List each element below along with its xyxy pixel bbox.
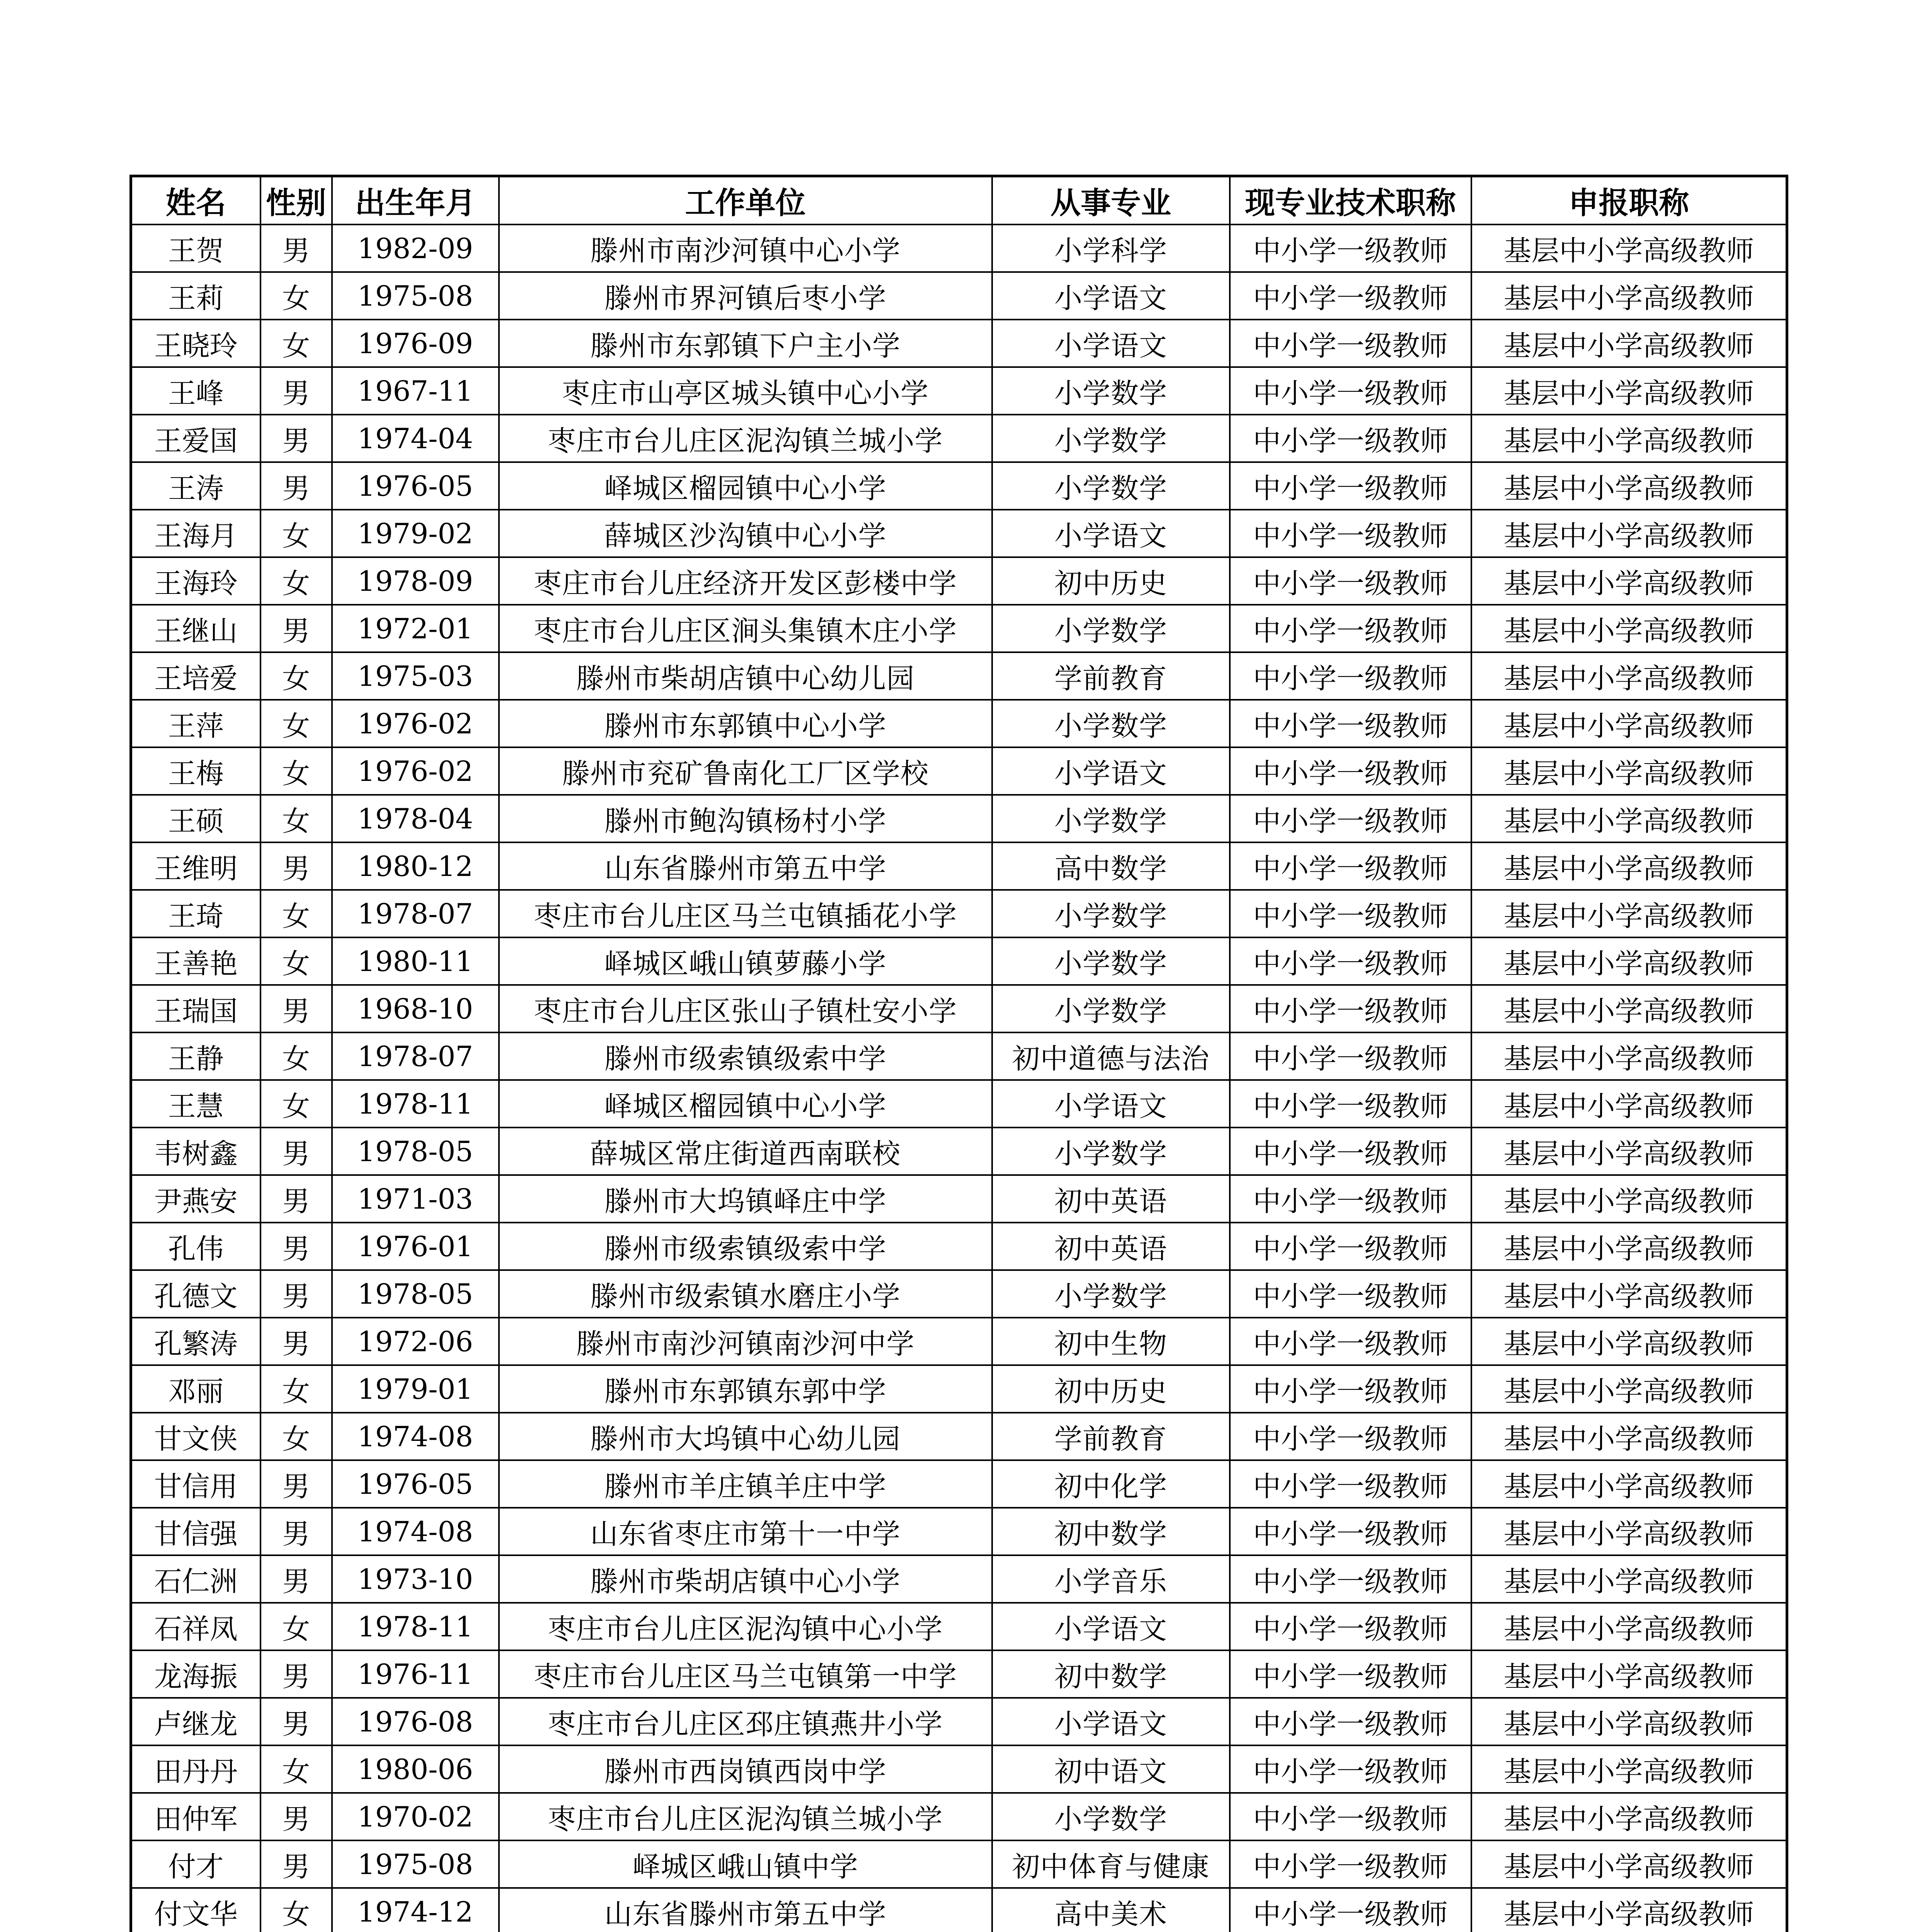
cell-birth: 1967-11 — [332, 367, 499, 415]
table-row — [131, 1080, 1787, 1128]
table-row — [131, 462, 1787, 510]
cell-applied-title: 基层中小学高级教师 — [1471, 1603, 1787, 1650]
cell-gender: 男 — [260, 1460, 332, 1508]
cell-gender: 女 — [260, 510, 332, 557]
cell-birth: 1976-02 — [332, 747, 499, 795]
cell-major: 初中历史 — [992, 557, 1230, 605]
cell-current-title: 中小学一级教师 — [1230, 1128, 1471, 1175]
cell-major: 小学数学 — [992, 700, 1230, 747]
cell-birth: 1968-10 — [332, 985, 499, 1032]
cell-applied-title: 基层中小学高级教师 — [1471, 1413, 1787, 1460]
cell-birth: 1970-02 — [332, 1793, 499, 1840]
cell-current-title: 中小学一级教师 — [1230, 1888, 1471, 1932]
table-row — [131, 890, 1787, 937]
cell-name: 尹燕安 — [131, 1175, 260, 1223]
cell-gender: 男 — [260, 1223, 332, 1270]
cell-unit: 滕州市西岗镇西岗中学 — [499, 1745, 992, 1793]
cell-birth: 1975-08 — [332, 1840, 499, 1888]
cell-major: 初中历史 — [992, 1365, 1230, 1413]
cell-current-title: 中小学一级教师 — [1230, 747, 1471, 795]
cell-major: 初中道德与法治 — [992, 1032, 1230, 1080]
cell-birth: 1976-05 — [332, 462, 499, 510]
cell-major: 小学数学 — [992, 462, 1230, 510]
cell-major: 小学数学 — [992, 1793, 1230, 1840]
cell-applied-title: 基层中小学高级教师 — [1471, 700, 1787, 747]
cell-unit: 峄城区峨山镇萝藤小学 — [499, 937, 992, 985]
cell-gender: 女 — [260, 272, 332, 320]
cell-applied-title: 基层中小学高级教师 — [1471, 510, 1787, 557]
table-row — [131, 1745, 1787, 1793]
cell-name: 王萍 — [131, 700, 260, 747]
cell-applied-title: 基层中小学高级教师 — [1471, 320, 1787, 367]
cell-unit: 枣庄市台儿庄区泥沟镇兰城小学 — [499, 1793, 992, 1840]
cell-gender: 女 — [260, 1032, 332, 1080]
table-row — [131, 320, 1787, 367]
column-header-birth: 出生年月 — [332, 176, 499, 225]
cell-unit: 枣庄市台儿庄区泥沟镇中心小学 — [499, 1603, 992, 1650]
cell-major: 小学语文 — [992, 320, 1230, 367]
cell-unit: 枣庄市台儿庄经济开发区彭楼中学 — [499, 557, 992, 605]
cell-name: 王贺 — [131, 224, 260, 272]
cell-gender: 女 — [260, 1080, 332, 1128]
cell-unit: 滕州市柴胡店镇中心幼儿园 — [499, 652, 992, 700]
cell-gender: 女 — [260, 747, 332, 795]
cell-applied-title: 基层中小学高级教师 — [1471, 462, 1787, 510]
cell-gender: 男 — [260, 367, 332, 415]
cell-applied-title: 基层中小学高级教师 — [1471, 415, 1787, 462]
cell-gender: 男 — [260, 1128, 332, 1175]
table-row — [131, 747, 1787, 795]
cell-gender: 男 — [260, 224, 332, 272]
table-row — [131, 1365, 1787, 1413]
cell-applied-title: 基层中小学高级教师 — [1471, 605, 1787, 652]
cell-unit: 山东省滕州市第五中学 — [499, 842, 992, 890]
cell-applied-title: 基层中小学高级教师 — [1471, 1318, 1787, 1365]
cell-unit: 滕州市大坞镇中心幼儿园 — [499, 1413, 992, 1460]
cell-gender: 男 — [260, 1508, 332, 1555]
cell-current-title: 中小学一级教师 — [1230, 224, 1471, 272]
cell-unit: 滕州市东郭镇下户主小学 — [499, 320, 992, 367]
cell-birth: 1976-11 — [332, 1650, 499, 1698]
cell-applied-title: 基层中小学高级教师 — [1471, 890, 1787, 937]
cell-gender: 女 — [260, 1888, 332, 1932]
cell-gender: 女 — [260, 890, 332, 937]
cell-name: 王维明 — [131, 842, 260, 890]
cell-applied-title: 基层中小学高级教师 — [1471, 1508, 1787, 1555]
cell-name: 王继山 — [131, 605, 260, 652]
table-row — [131, 557, 1787, 605]
cell-unit: 滕州市兖矿鲁南化工厂区学校 — [499, 747, 992, 795]
table-row — [131, 415, 1787, 462]
cell-birth: 1972-01 — [332, 605, 499, 652]
cell-birth: 1976-08 — [332, 1698, 499, 1745]
cell-unit: 滕州市级索镇级索中学 — [499, 1032, 992, 1080]
table-row — [131, 700, 1787, 747]
cell-current-title: 中小学一级教师 — [1230, 415, 1471, 462]
cell-birth: 1978-07 — [332, 890, 499, 937]
table-row — [131, 1508, 1787, 1555]
column-header-gender: 性别 — [260, 176, 332, 225]
header-row — [131, 176, 1787, 225]
cell-current-title: 中小学一级教师 — [1230, 700, 1471, 747]
cell-applied-title: 基层中小学高级教师 — [1471, 1128, 1787, 1175]
cell-major: 小学语文 — [992, 1698, 1230, 1745]
cell-unit: 滕州市大坞镇峄庄中学 — [499, 1175, 992, 1223]
cell-applied-title: 基层中小学高级教师 — [1471, 224, 1787, 272]
cell-unit: 滕州市南沙河镇南沙河中学 — [499, 1318, 992, 1365]
cell-name: 田仲军 — [131, 1793, 260, 1840]
cell-current-title: 中小学一级教师 — [1230, 1555, 1471, 1603]
cell-current-title: 中小学一级教师 — [1230, 1793, 1471, 1840]
cell-name: 付才 — [131, 1840, 260, 1888]
cell-name: 王海月 — [131, 510, 260, 557]
cell-gender: 男 — [260, 605, 332, 652]
cell-current-title: 中小学一级教师 — [1230, 510, 1471, 557]
table-row — [131, 985, 1787, 1032]
cell-major: 小学数学 — [992, 1128, 1230, 1175]
cell-gender: 男 — [260, 1698, 332, 1745]
cell-major: 小学数学 — [992, 937, 1230, 985]
column-header-current-title: 现专业技术职称 — [1230, 176, 1471, 225]
cell-name: 卢继龙 — [131, 1698, 260, 1745]
cell-current-title: 中小学一级教师 — [1230, 842, 1471, 890]
table-row — [131, 1270, 1787, 1318]
cell-major: 学前教育 — [992, 652, 1230, 700]
cell-unit: 山东省滕州市第五中学 — [499, 1888, 992, 1932]
cell-name: 王善艳 — [131, 937, 260, 985]
cell-gender: 男 — [260, 1270, 332, 1318]
cell-major: 小学数学 — [992, 890, 1230, 937]
cell-current-title: 中小学一级教师 — [1230, 937, 1471, 985]
cell-gender: 男 — [260, 1793, 332, 1840]
cell-unit: 薛城区沙沟镇中心小学 — [499, 510, 992, 557]
cell-major: 小学语文 — [992, 1603, 1230, 1650]
cell-applied-title: 基层中小学高级教师 — [1471, 985, 1787, 1032]
cell-current-title: 中小学一级教师 — [1230, 985, 1471, 1032]
cell-birth: 1980-06 — [332, 1745, 499, 1793]
cell-unit: 枣庄市台儿庄区涧头集镇木庄小学 — [499, 605, 992, 652]
table-row — [131, 605, 1787, 652]
cell-major: 小学科学 — [992, 224, 1230, 272]
cell-gender: 男 — [260, 842, 332, 890]
table-row — [131, 1175, 1787, 1223]
cell-current-title: 中小学一级教师 — [1230, 1270, 1471, 1318]
cell-name: 孔伟 — [131, 1223, 260, 1270]
cell-gender: 女 — [260, 1745, 332, 1793]
cell-major: 高中数学 — [992, 842, 1230, 890]
cell-current-title: 中小学一级教师 — [1230, 557, 1471, 605]
cell-current-title: 中小学一级教师 — [1230, 367, 1471, 415]
table-row — [131, 1460, 1787, 1508]
cell-name: 王梅 — [131, 747, 260, 795]
cell-major: 小学数学 — [992, 985, 1230, 1032]
cell-unit: 峄城区峨山镇中学 — [499, 1840, 992, 1888]
cell-current-title: 中小学一级教师 — [1230, 1460, 1471, 1508]
cell-name: 王硕 — [131, 795, 260, 842]
cell-name: 邓丽 — [131, 1365, 260, 1413]
cell-birth: 1975-08 — [332, 272, 499, 320]
table-row — [131, 224, 1787, 272]
cell-name: 石仁洲 — [131, 1555, 260, 1603]
cell-current-title: 中小学一级教师 — [1230, 1840, 1471, 1888]
cell-applied-title: 基层中小学高级教师 — [1471, 652, 1787, 700]
cell-gender: 男 — [260, 985, 332, 1032]
cell-major: 小学语文 — [992, 272, 1230, 320]
table-row — [131, 1888, 1787, 1932]
cell-name: 田丹丹 — [131, 1745, 260, 1793]
cell-birth: 1973-10 — [332, 1555, 499, 1603]
table-body — [131, 224, 1787, 1932]
cell-gender: 女 — [260, 320, 332, 367]
cell-gender: 女 — [260, 937, 332, 985]
cell-birth: 1976-02 — [332, 700, 499, 747]
cell-birth: 1974-08 — [332, 1413, 499, 1460]
roster-table — [129, 175, 1788, 1932]
cell-gender: 女 — [260, 795, 332, 842]
cell-unit: 山东省枣庄市第十一中学 — [499, 1508, 992, 1555]
cell-unit: 滕州市羊庄镇羊庄中学 — [499, 1460, 992, 1508]
cell-current-title: 中小学一级教师 — [1230, 890, 1471, 937]
cell-applied-title: 基层中小学高级教师 — [1471, 1793, 1787, 1840]
cell-name: 孔繁涛 — [131, 1318, 260, 1365]
cell-birth: 1976-05 — [332, 1460, 499, 1508]
cell-applied-title: 基层中小学高级教师 — [1471, 1032, 1787, 1080]
cell-birth: 1978-05 — [332, 1128, 499, 1175]
cell-name: 王瑞国 — [131, 985, 260, 1032]
cell-major: 初中英语 — [992, 1175, 1230, 1223]
cell-gender: 男 — [260, 1555, 332, 1603]
cell-name: 付文华 — [131, 1888, 260, 1932]
cell-birth: 1978-04 — [332, 795, 499, 842]
cell-major: 初中数学 — [992, 1650, 1230, 1698]
cell-applied-title: 基层中小学高级教师 — [1471, 795, 1787, 842]
cell-current-title: 中小学一级教师 — [1230, 795, 1471, 842]
cell-unit: 滕州市级索镇水磨庄小学 — [499, 1270, 992, 1318]
cell-name: 龙海振 — [131, 1650, 260, 1698]
column-header-applied-title: 申报职称 — [1471, 176, 1787, 225]
cell-unit: 枣庄市山亭区城头镇中心小学 — [499, 367, 992, 415]
table-row — [131, 1223, 1787, 1270]
cell-unit: 枣庄市台儿庄区马兰屯镇插花小学 — [499, 890, 992, 937]
cell-gender: 女 — [260, 652, 332, 700]
table-row — [131, 1128, 1787, 1175]
table-row — [131, 1318, 1787, 1365]
cell-major: 初中化学 — [992, 1460, 1230, 1508]
cell-birth: 1972-06 — [332, 1318, 499, 1365]
cell-name: 王晓玲 — [131, 320, 260, 367]
cell-gender: 女 — [260, 1603, 332, 1650]
table-row — [131, 842, 1787, 890]
cell-unit: 薛城区常庄街道西南联校 — [499, 1128, 992, 1175]
cell-current-title: 中小学一级教师 — [1230, 652, 1471, 700]
table-row — [131, 1650, 1787, 1698]
cell-current-title: 中小学一级教师 — [1230, 1318, 1471, 1365]
cell-applied-title: 基层中小学高级教师 — [1471, 367, 1787, 415]
cell-unit: 滕州市东郭镇东郭中学 — [499, 1365, 992, 1413]
cell-birth: 1979-02 — [332, 510, 499, 557]
cell-name: 王涛 — [131, 462, 260, 510]
cell-applied-title: 基层中小学高级教师 — [1471, 747, 1787, 795]
cell-current-title: 中小学一级教师 — [1230, 1032, 1471, 1080]
cell-name: 王琦 — [131, 890, 260, 937]
cell-major: 小学音乐 — [992, 1555, 1230, 1603]
cell-major: 学前教育 — [992, 1413, 1230, 1460]
cell-birth: 1979-01 — [332, 1365, 499, 1413]
cell-current-title: 中小学一级教师 — [1230, 320, 1471, 367]
table-row — [131, 1555, 1787, 1603]
cell-major: 小学数学 — [992, 415, 1230, 462]
cell-current-title: 中小学一级教师 — [1230, 1603, 1471, 1650]
column-header-unit: 工作单位 — [499, 176, 992, 225]
cell-name: 甘信强 — [131, 1508, 260, 1555]
cell-gender: 男 — [260, 1650, 332, 1698]
cell-gender: 男 — [260, 462, 332, 510]
cell-unit: 滕州市界河镇后枣小学 — [499, 272, 992, 320]
cell-name: 石祥凤 — [131, 1603, 260, 1650]
cell-name: 王莉 — [131, 272, 260, 320]
cell-birth: 1974-04 — [332, 415, 499, 462]
cell-current-title: 中小学一级教师 — [1230, 272, 1471, 320]
cell-gender: 男 — [260, 415, 332, 462]
cell-birth: 1978-05 — [332, 1270, 499, 1318]
cell-applied-title: 基层中小学高级教师 — [1471, 1175, 1787, 1223]
table-row — [131, 272, 1787, 320]
table-row — [131, 1698, 1787, 1745]
cell-birth: 1982-09 — [332, 224, 499, 272]
cell-applied-title: 基层中小学高级教师 — [1471, 1555, 1787, 1603]
table-row — [131, 937, 1787, 985]
table-row — [131, 1793, 1787, 1840]
table-row — [131, 795, 1787, 842]
cell-birth: 1980-11 — [332, 937, 499, 985]
cell-current-title: 中小学一级教师 — [1230, 1080, 1471, 1128]
cell-unit: 滕州市柴胡店镇中心小学 — [499, 1555, 992, 1603]
cell-applied-title: 基层中小学高级教师 — [1471, 1840, 1787, 1888]
cell-name: 王慧 — [131, 1080, 260, 1128]
cell-unit: 枣庄市台儿庄区邳庄镇燕井小学 — [499, 1698, 992, 1745]
cell-current-title: 中小学一级教师 — [1230, 1365, 1471, 1413]
cell-current-title: 中小学一级教师 — [1230, 605, 1471, 652]
cell-current-title: 中小学一级教师 — [1230, 1508, 1471, 1555]
cell-applied-title: 基层中小学高级教师 — [1471, 1698, 1787, 1745]
cell-major: 初中体育与健康 — [992, 1840, 1230, 1888]
cell-birth: 1974-12 — [332, 1888, 499, 1932]
cell-name: 王静 — [131, 1032, 260, 1080]
cell-major: 小学语文 — [992, 747, 1230, 795]
cell-applied-title: 基层中小学高级教师 — [1471, 1650, 1787, 1698]
table-row — [131, 652, 1787, 700]
cell-applied-title: 基层中小学高级教师 — [1471, 842, 1787, 890]
cell-current-title: 中小学一级教师 — [1230, 1650, 1471, 1698]
cell-name: 王峰 — [131, 367, 260, 415]
cell-unit: 滕州市南沙河镇中心小学 — [499, 224, 992, 272]
cell-current-title: 中小学一级教师 — [1230, 1745, 1471, 1793]
cell-current-title: 中小学一级教师 — [1230, 1175, 1471, 1223]
cell-applied-title: 基层中小学高级教师 — [1471, 937, 1787, 985]
column-header-name: 姓名 — [131, 176, 260, 225]
cell-birth: 1974-08 — [332, 1508, 499, 1555]
cell-applied-title: 基层中小学高级教师 — [1471, 1888, 1787, 1932]
cell-current-title: 中小学一级教师 — [1230, 462, 1471, 510]
cell-gender: 男 — [260, 1318, 332, 1365]
cell-current-title: 中小学一级教师 — [1230, 1698, 1471, 1745]
cell-applied-title: 基层中小学高级教师 — [1471, 1080, 1787, 1128]
cell-unit: 滕州市鲍沟镇杨村小学 — [499, 795, 992, 842]
cell-major: 小学数学 — [992, 367, 1230, 415]
cell-birth: 1976-01 — [332, 1223, 499, 1270]
cell-applied-title: 基层中小学高级教师 — [1471, 1365, 1787, 1413]
cell-name: 孔德文 — [131, 1270, 260, 1318]
cell-unit: 峄城区榴园镇中心小学 — [499, 1080, 992, 1128]
cell-name: 韦树鑫 — [131, 1128, 260, 1175]
cell-applied-title: 基层中小学高级教师 — [1471, 1223, 1787, 1270]
cell-birth: 1978-07 — [332, 1032, 499, 1080]
cell-applied-title: 基层中小学高级教师 — [1471, 1745, 1787, 1793]
table-row — [131, 1840, 1787, 1888]
cell-birth: 1978-11 — [332, 1603, 499, 1650]
cell-unit: 峄城区榴园镇中心小学 — [499, 462, 992, 510]
cell-unit: 枣庄市台儿庄区泥沟镇兰城小学 — [499, 415, 992, 462]
cell-name: 王培爱 — [131, 652, 260, 700]
cell-major: 小学数学 — [992, 605, 1230, 652]
cell-unit: 滕州市级索镇级索中学 — [499, 1223, 992, 1270]
cell-major: 小学语文 — [992, 510, 1230, 557]
cell-gender: 女 — [260, 1365, 332, 1413]
cell-birth: 1978-11 — [332, 1080, 499, 1128]
table-row — [131, 510, 1787, 557]
cell-birth: 1980-12 — [332, 842, 499, 890]
column-header-major: 从事专业 — [992, 176, 1230, 225]
cell-current-title: 中小学一级教师 — [1230, 1413, 1471, 1460]
cell-gender: 男 — [260, 1840, 332, 1888]
cell-major: 初中语文 — [992, 1745, 1230, 1793]
cell-birth: 1971-03 — [332, 1175, 499, 1223]
cell-major: 高中美术 — [992, 1888, 1230, 1932]
cell-name: 王海玲 — [131, 557, 260, 605]
cell-gender: 女 — [260, 700, 332, 747]
cell-birth: 1975-03 — [332, 652, 499, 700]
cell-major: 初中英语 — [992, 1223, 1230, 1270]
cell-major: 小学语文 — [992, 1080, 1230, 1128]
cell-name: 甘信用 — [131, 1460, 260, 1508]
cell-gender: 男 — [260, 1175, 332, 1223]
cell-major: 初中数学 — [992, 1508, 1230, 1555]
cell-applied-title: 基层中小学高级教师 — [1471, 1270, 1787, 1318]
cell-applied-title: 基层中小学高级教师 — [1471, 272, 1787, 320]
cell-applied-title: 基层中小学高级教师 — [1471, 1460, 1787, 1508]
cell-major: 小学数学 — [992, 1270, 1230, 1318]
table-row — [131, 1413, 1787, 1460]
table-row — [131, 367, 1787, 415]
cell-current-title: 中小学一级教师 — [1230, 1223, 1471, 1270]
cell-applied-title: 基层中小学高级教师 — [1471, 557, 1787, 605]
cell-name: 甘文侠 — [131, 1413, 260, 1460]
cell-major: 小学数学 — [992, 795, 1230, 842]
table-row — [131, 1603, 1787, 1650]
cell-name: 王爱国 — [131, 415, 260, 462]
cell-gender: 女 — [260, 1413, 332, 1460]
cell-unit: 枣庄市台儿庄区张山子镇杜安小学 — [499, 985, 992, 1032]
cell-birth: 1976-09 — [332, 320, 499, 367]
cell-unit: 滕州市东郭镇中心小学 — [499, 700, 992, 747]
table-row — [131, 1032, 1787, 1080]
cell-unit: 枣庄市台儿庄区马兰屯镇第一中学 — [499, 1650, 992, 1698]
cell-birth: 1978-09 — [332, 557, 499, 605]
cell-major: 初中生物 — [992, 1318, 1230, 1365]
cell-gender: 女 — [260, 557, 332, 605]
